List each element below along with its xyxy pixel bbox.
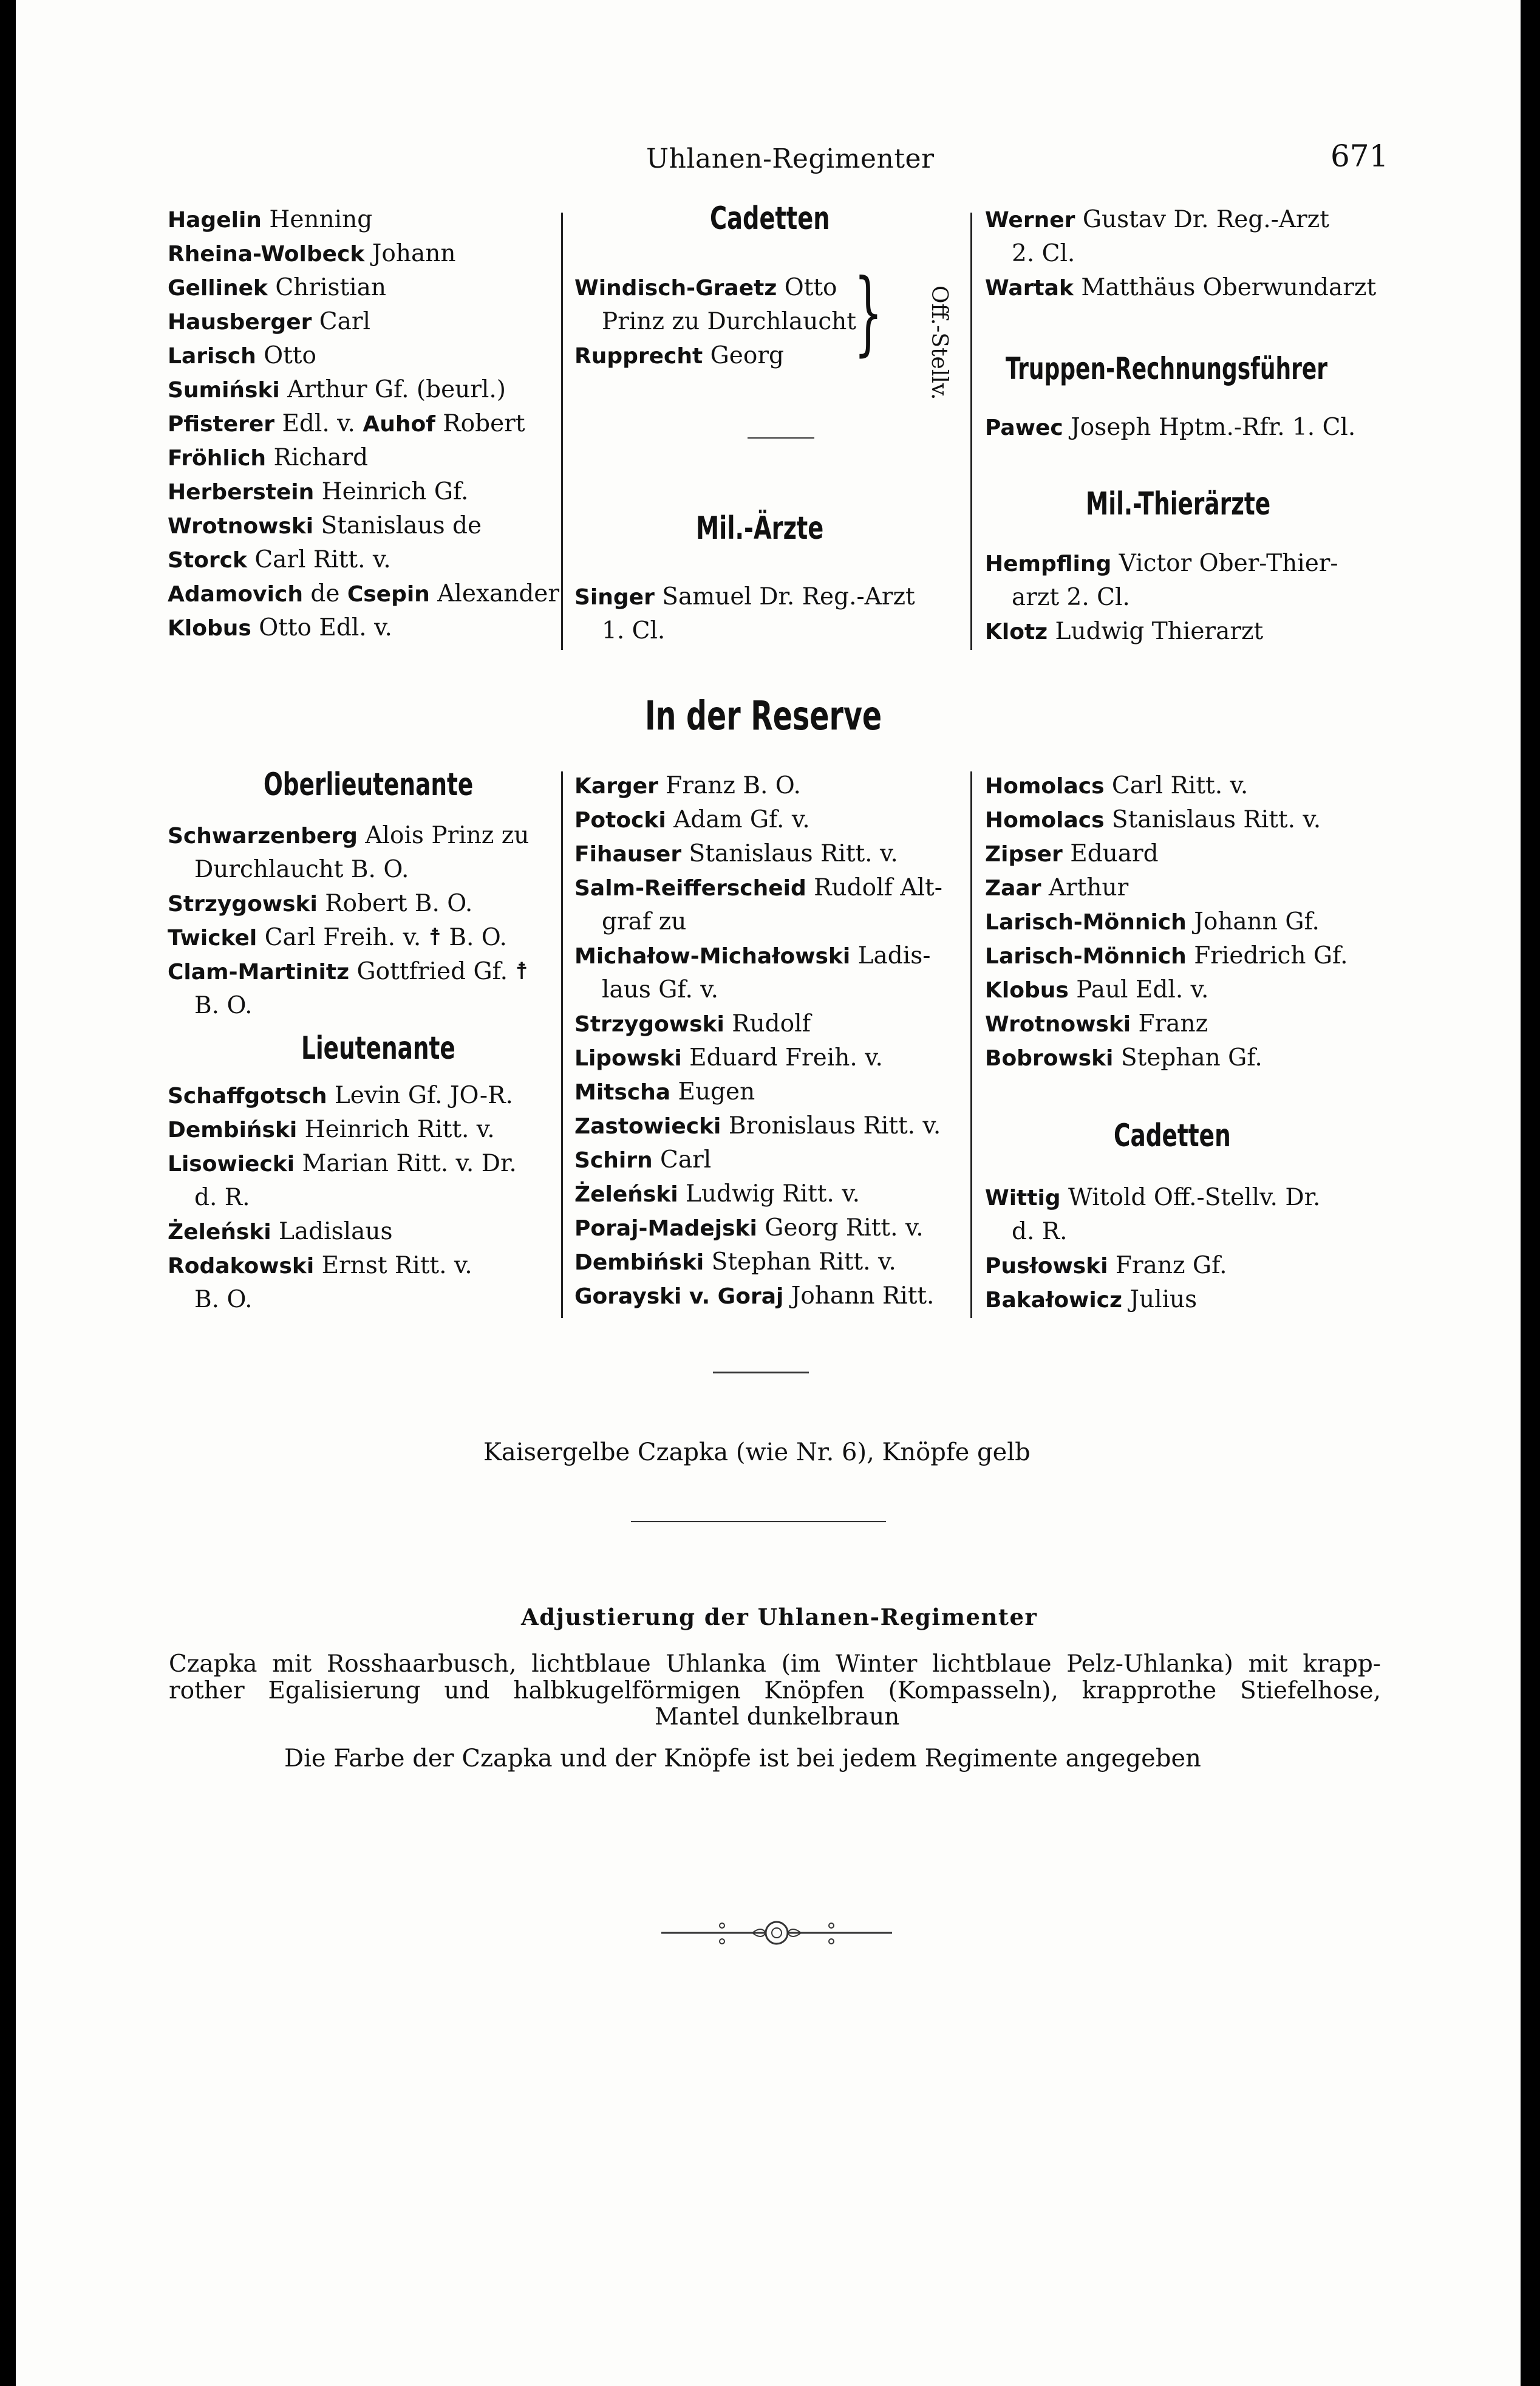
- list-item-continuation: Durchlaucht B. O.: [194, 856, 409, 883]
- list-item: Hausberger Carl: [168, 308, 370, 335]
- list-item: Karger Franz B. O.: [574, 772, 801, 799]
- ornament: [661, 1915, 892, 1951]
- list-item: Larisch Otto: [168, 342, 316, 369]
- column-rule: [561, 213, 563, 650]
- list-item: Schaffgotsch Levin Gf. JO-R.: [168, 1082, 513, 1109]
- document-page: [16, 0, 1521, 2386]
- uniform-note: Kaisergelbe Czapka (wie Nr. 6), Knöpfe gelb: [483, 1438, 1031, 1466]
- list-item: Homolacs Carl Ritt. v.: [985, 772, 1249, 799]
- list-item: Hagelin Henning: [168, 206, 373, 233]
- list-item: Lisowiecki Marian Ritt. v. Dr.: [168, 1150, 517, 1177]
- list-item: Adamovich de Csepin Alexander: [168, 580, 560, 607]
- paragraph-line: rother Egalisierung und halbkugelförmigen Knöpfen (Kompasseln), krapprothe Stiefelhose,: [169, 1677, 1381, 1704]
- list-item: Dembiński Stephan Ritt. v.: [574, 1248, 896, 1276]
- list-item: Michałow-Michałowski Ladis-: [574, 942, 931, 969]
- list-item: Pusłowski Franz Gf.: [985, 1252, 1227, 1279]
- list-item: Fröhlich Richard: [168, 444, 369, 471]
- list-item: Gorayski v. Goraj Johann Ritt.: [574, 1282, 935, 1310]
- list-item-continuation: B. O.: [194, 992, 253, 1019]
- list-item: Rodakowski Ernst Ritt. v.: [168, 1252, 472, 1279]
- brace: }: [854, 260, 883, 366]
- list-item: Zipser Eduard: [985, 840, 1159, 867]
- list-item: Sumiński Arthur Gf. (beurl.): [168, 376, 506, 403]
- list-item: Mitscha Eugen: [574, 1078, 755, 1106]
- paragraph-line: Mantel dunkelbraun: [655, 1703, 900, 1731]
- column-rule: [970, 213, 972, 650]
- list-item: Larisch-Mönnich Johann Gf.: [985, 908, 1320, 935]
- section-heading-cadetten: Cadetten: [1114, 1118, 1231, 1154]
- list-item: Werner Gustav Dr. Reg.-Arzt: [985, 206, 1329, 233]
- list-item: Homolacs Stanislaus Ritt. v.: [985, 806, 1321, 833]
- list-item-continuation: B. O.: [194, 1286, 253, 1313]
- list-item: Zaar Arthur: [985, 874, 1129, 901]
- cross-symbol: ☨: [515, 958, 528, 985]
- list-item: Strzygowski Robert B. O.: [168, 890, 473, 917]
- list-item-continuation: graf zu: [602, 908, 687, 935]
- list-item: Klotz Ludwig Thierarzt: [985, 618, 1264, 645]
- list-item: Twickel Carl Freih. v. ☨ B. O.: [168, 924, 507, 951]
- brace-label: Off.-Stellv.: [927, 285, 952, 400]
- list-item: Fihauser Stanislaus Ritt. v.: [574, 840, 898, 867]
- page-number: 671: [1330, 138, 1389, 174]
- cross-symbol: ☨: [428, 924, 441, 951]
- list-item: Herberstein Heinrich Gf.: [168, 478, 469, 505]
- adjustment-heading: Adjustierung der Uhlanen-Regimenter: [521, 1604, 1038, 1630]
- section-heading-reserve: In der Reserve: [645, 692, 882, 739]
- list-item: Zastowiecki Bronislaus Ritt. v.: [574, 1112, 941, 1140]
- running-header: Uhlanen-Regimenter: [646, 143, 935, 174]
- list-item: Wrotnowski Franz: [985, 1010, 1208, 1037]
- list-item: Klobus Paul Edl. v.: [985, 976, 1209, 1003]
- paragraph-line: Czapka mit Rosshaarbusch, lichtblaue Uhlanka (im Winter lichtblaue Pelz-Uhlanka) mit krapp-: [169, 1650, 1381, 1678]
- section-heading-thieraerzte: Mil.-Thierärzte: [1086, 486, 1271, 522]
- column-rule: [970, 771, 972, 1318]
- list-item: Prinz zu Durchlaucht: [602, 308, 856, 335]
- list-item: Żeleński Ladislaus: [168, 1218, 393, 1245]
- section-heading-cadetten: Cadetten: [710, 200, 830, 237]
- column-rule: [561, 771, 563, 1318]
- list-item: Salm-Reifferscheid Rudolf Alt-: [574, 874, 942, 901]
- list-item-continuation: arzt 2. Cl.: [1012, 584, 1130, 611]
- section-heading-oberlieutenante: Oberlieutenante: [264, 767, 474, 803]
- list-item: Windisch-Graetz Otto: [574, 274, 837, 301]
- list-item: Schwarzenberg Alois Prinz zu: [168, 822, 530, 849]
- list-item: Gellinek Christian: [168, 274, 386, 301]
- list-item: Pawec Joseph Hptm.-Rfr. 1. Cl.: [985, 414, 1356, 441]
- section-heading-rechnungsfuehrer: Truppen-Rechnungsführer: [1006, 351, 1327, 386]
- list-item: Wartak Matthäus Oberwundarzt: [985, 274, 1377, 301]
- list-item: Schirn Carl: [574, 1146, 712, 1174]
- list-item: Singer Samuel Dr. Reg.-Arzt: [574, 583, 915, 610]
- section-heading-mil-aerzte: Mil.-Ärzte: [696, 510, 824, 547]
- list-item: Storck Carl Ritt. v.: [168, 546, 391, 573]
- list-item: Rupprecht Georg: [574, 342, 784, 369]
- divider: [631, 1521, 886, 1522]
- list-item: Rheina-Wolbeck Johann: [168, 240, 456, 267]
- list-item: Bobrowski Stephan Gf.: [985, 1044, 1262, 1072]
- list-item: Lipowski Eduard Freih. v.: [574, 1044, 883, 1072]
- list-item: Wrotnowski Stanislaus de: [168, 512, 482, 539]
- list-item: Poraj-Madejski Georg Ritt. v.: [574, 1214, 924, 1242]
- list-item: Strzygowski Rudolf: [574, 1010, 811, 1037]
- list-item-continuation: 2. Cl.: [1012, 240, 1075, 267]
- paragraph-line: Die Farbe der Czapka und der Knöpfe ist bei jedem Regimente angegeben: [284, 1745, 1201, 1772]
- list-item-continuation: 1. Cl.: [602, 617, 666, 644]
- section-heading-lieutenante: Lieutenante: [301, 1030, 455, 1067]
- divider: [713, 1372, 809, 1373]
- list-item: Dembiński Heinrich Ritt. v.: [168, 1116, 495, 1143]
- divider: [748, 437, 814, 439]
- list-item: Wittig Witold Off.-Stellv. Dr.: [985, 1184, 1321, 1211]
- list-item: Żeleński Ludwig Ritt. v.: [574, 1180, 860, 1208]
- list-item-continuation: laus Gf. v.: [602, 976, 719, 1003]
- list-item: Clam-Martinitz Gottfried Gf. ☨: [168, 958, 528, 985]
- list-item: Pfisterer Edl. v. Auhof Robert: [168, 410, 525, 437]
- list-item: Bakałowicz Julius: [985, 1286, 1198, 1313]
- list-item: Klobus Otto Edl. v.: [168, 614, 392, 641]
- list-item-continuation: d. R.: [1012, 1218, 1068, 1245]
- list-item: Hempfling Victor Ober-Thier-: [985, 550, 1338, 577]
- list-item-continuation: d. R.: [194, 1184, 250, 1211]
- list-item: Larisch-Mönnich Friedrich Gf.: [985, 942, 1348, 969]
- list-item: Potocki Adam Gf. v.: [574, 806, 810, 833]
